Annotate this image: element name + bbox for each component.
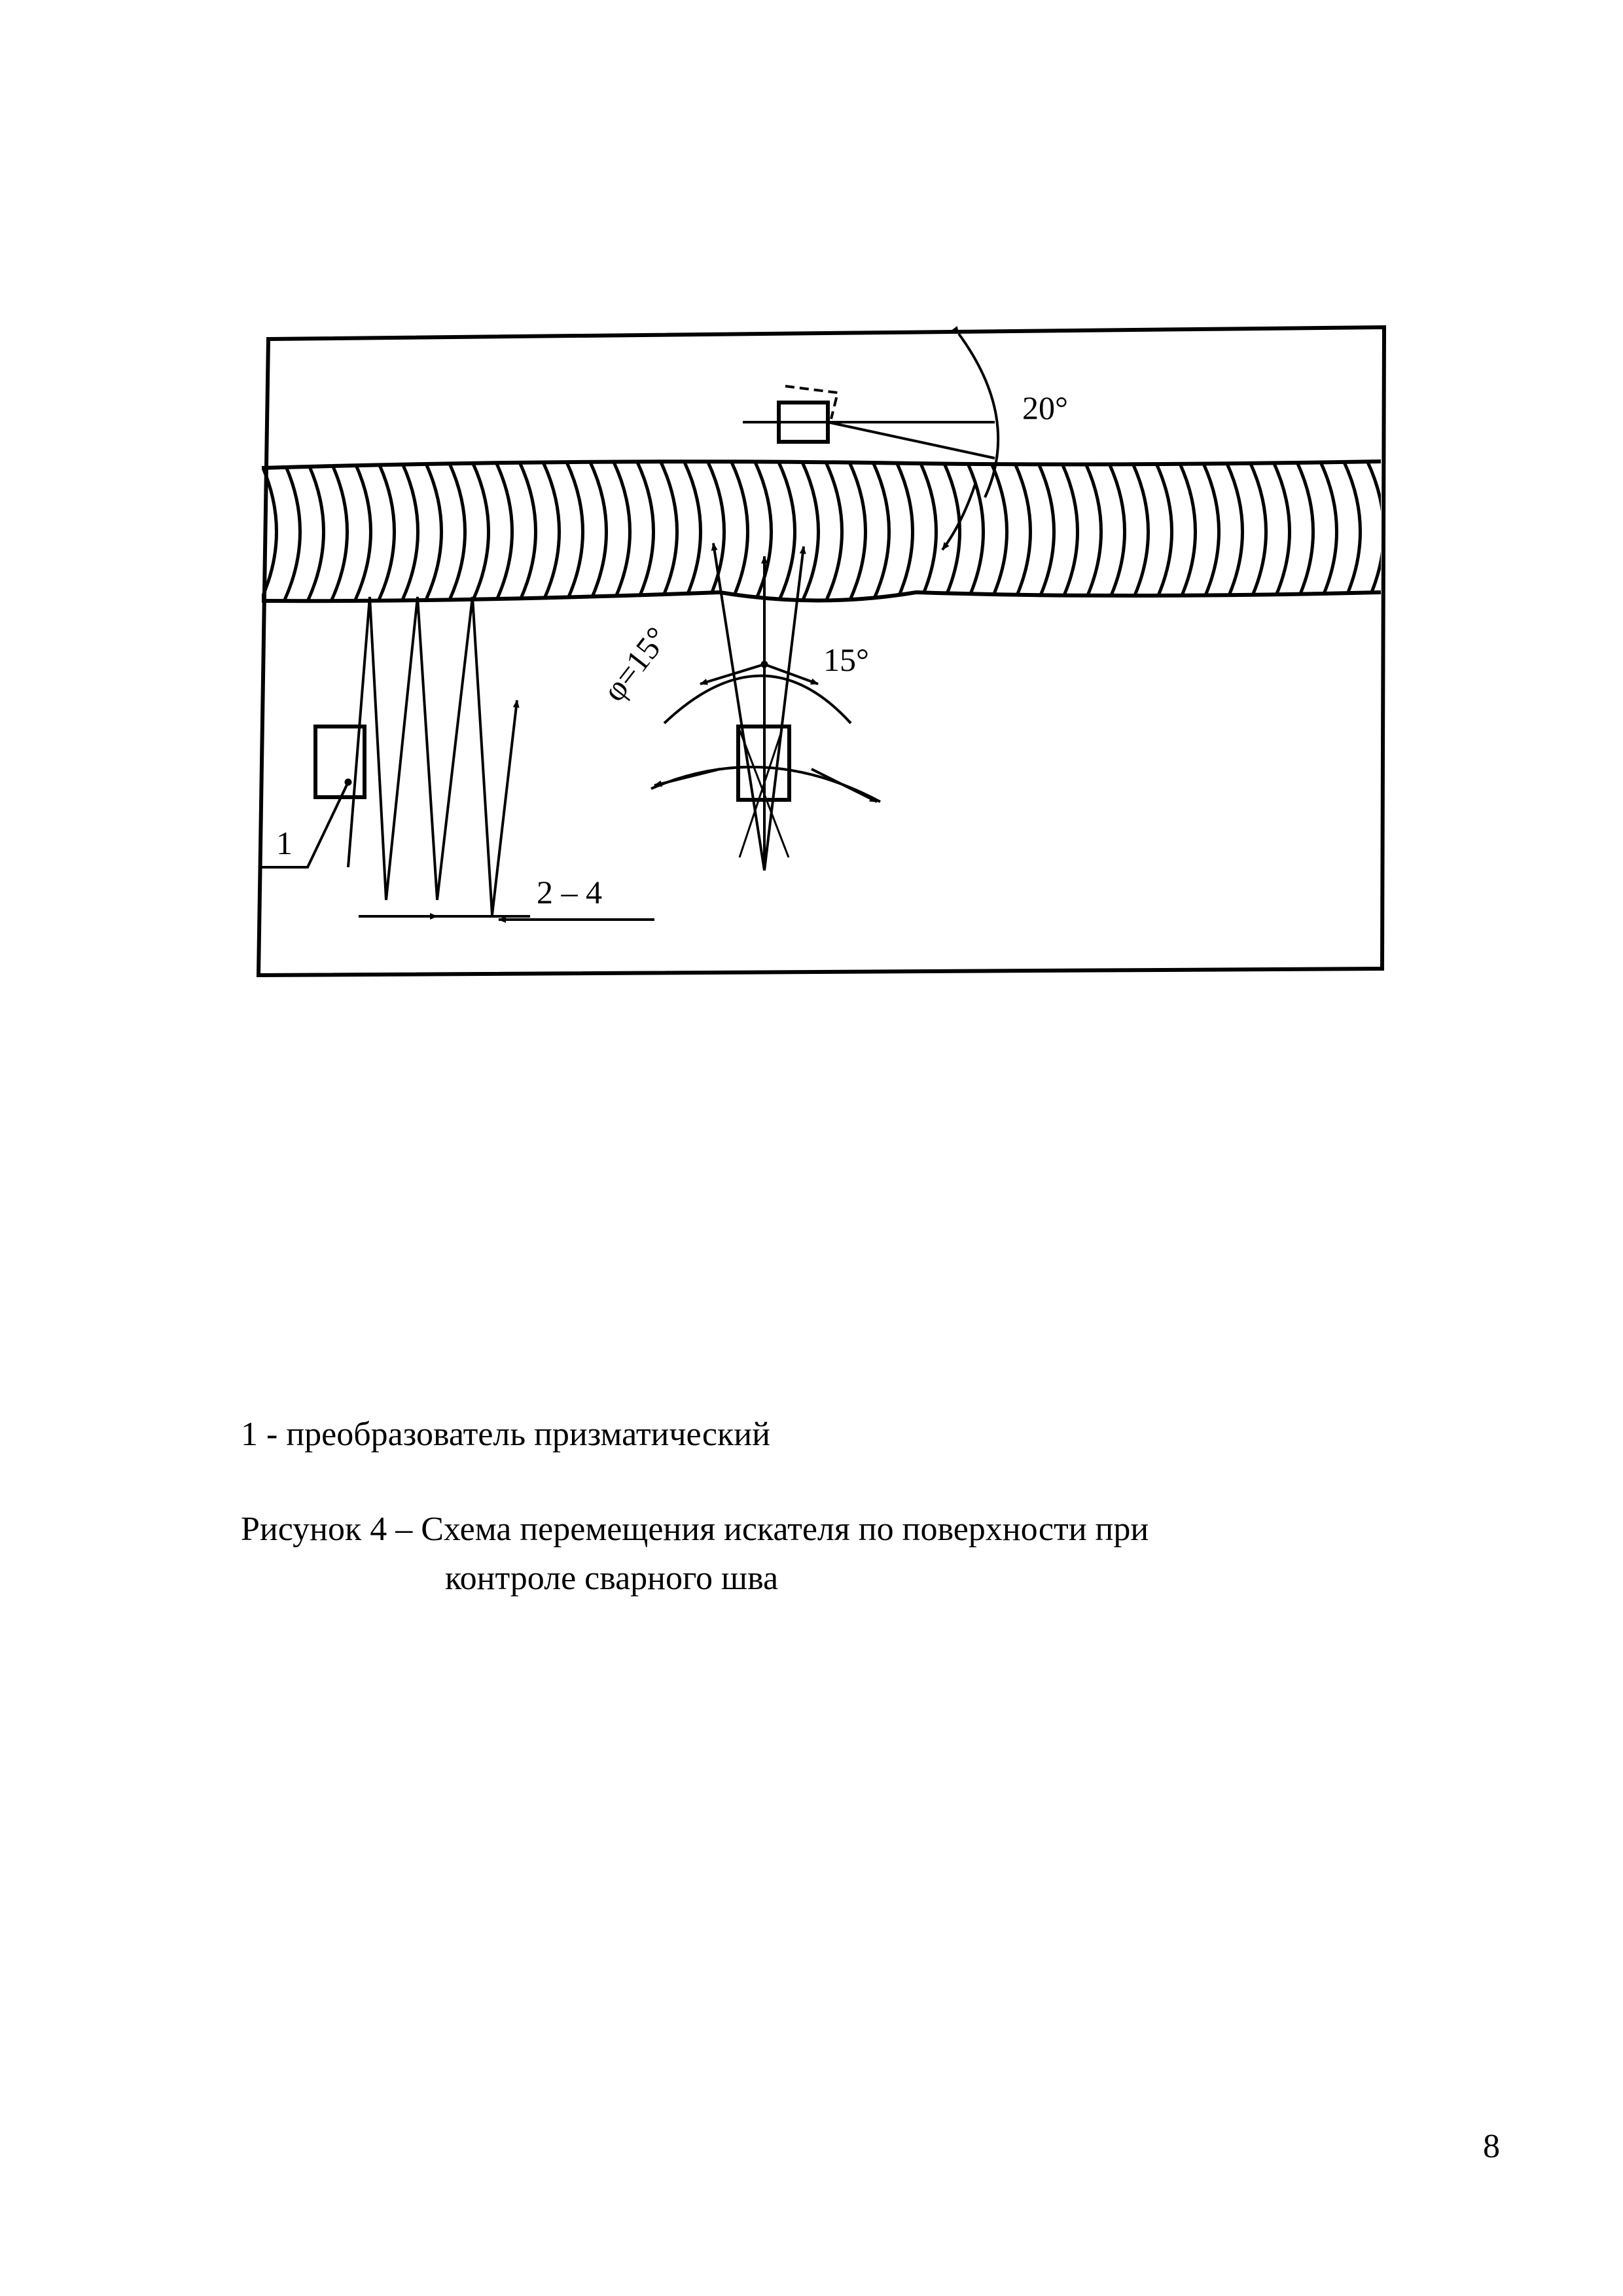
weld-ripple <box>800 458 819 605</box>
zigzag-scan-path <box>348 597 654 920</box>
weld-ripple <box>306 458 324 605</box>
weld-ripple <box>541 458 560 605</box>
weld-ripple <box>895 458 913 605</box>
weld-seam <box>259 458 1384 605</box>
label-step-2-4: 2 – 4 <box>537 874 602 910</box>
weld-ripple <box>565 458 583 605</box>
label-angle-15: 15° <box>823 641 869 678</box>
weld-ripple <box>1130 458 1149 605</box>
weld-ripple <box>423 458 442 605</box>
weld-ripple <box>1012 458 1031 605</box>
weld-ripple <box>1201 458 1219 605</box>
weld-ripple <box>612 458 630 605</box>
weld-ripple <box>1342 458 1361 605</box>
weld-ripple <box>730 458 748 605</box>
weld-ripple <box>1177 458 1196 605</box>
weld-ripple <box>282 458 300 605</box>
weld-ripple <box>1036 458 1054 605</box>
label-angle-20: 20° <box>1022 389 1068 426</box>
weld-ripple <box>706 458 724 605</box>
weld-ripple <box>753 458 772 605</box>
figure-caption-line-2: контроле сварного шва <box>445 1560 779 1597</box>
weld-ripple <box>1154 458 1172 605</box>
weld-ripple <box>447 458 465 605</box>
weld-ripple <box>1366 458 1384 605</box>
figure-caption-line-1: Рисунок 4 – Схема перемещения искателя по поверхности при <box>241 1511 1149 1548</box>
weld-ripple <box>588 458 607 605</box>
weld-ripple <box>400 458 418 605</box>
weld-ripple <box>518 458 536 605</box>
weld-ripple <box>871 458 889 605</box>
weld-ripple <box>1295 458 1313 605</box>
weld-ripple <box>683 458 701 605</box>
weld-ripple <box>1248 458 1266 605</box>
weld-ripple <box>329 458 348 605</box>
weld-ripple <box>942 458 960 605</box>
weld-ripple <box>1224 458 1243 605</box>
weld-ripple <box>918 458 936 605</box>
label-phi-15: φ=15° <box>595 620 675 708</box>
weld-ripple <box>471 458 489 605</box>
weld-ripple <box>965 458 984 605</box>
weld-ripple <box>259 458 277 605</box>
weld-ripple <box>1107 458 1125 605</box>
weld-ripple <box>824 458 842 605</box>
weld-ripple <box>659 458 677 605</box>
weld-ripple <box>1060 458 1078 605</box>
figure-legend-item-1: 1 - преобразователь призматический <box>241 1416 770 1453</box>
weld-ripple <box>635 458 654 605</box>
weld-ripple <box>376 458 395 605</box>
weld-ripple <box>1272 458 1290 605</box>
weld-ripple <box>847 458 866 605</box>
label-item-1: 1 <box>276 825 293 861</box>
plate-outline <box>259 327 1384 975</box>
weld-ripple <box>1083 458 1101 605</box>
weld-ripple <box>1319 458 1337 605</box>
weld-ripple <box>353 458 371 605</box>
weld-ripple <box>494 458 512 605</box>
weld-ripple <box>777 458 795 605</box>
weld-scan-scheme-figure <box>0 0 1623 1021</box>
page-number: 8 <box>1483 2128 1500 2165</box>
